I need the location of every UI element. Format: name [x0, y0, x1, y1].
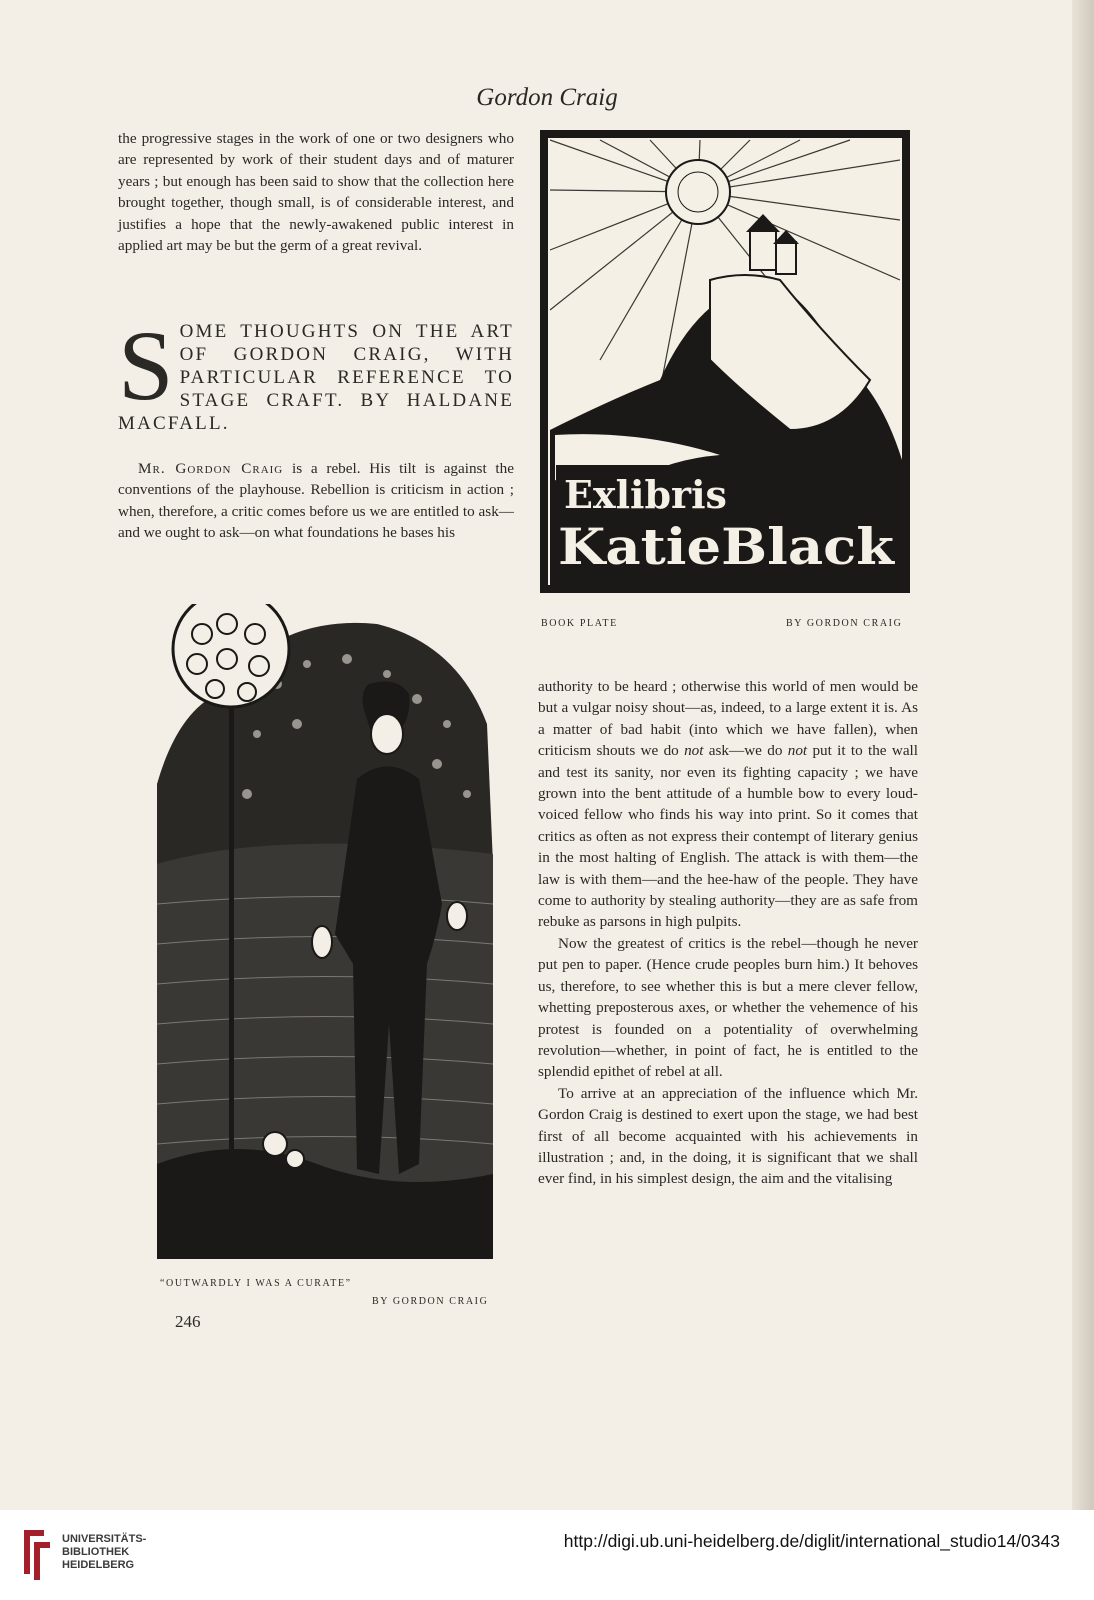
title-text: OME THOUGHTS ON THE ART OF GORDON CRAIG, WITH PARTICULAR REFERENCE TO STAGE CRAFT. BY HALDANE MACFALL. [118, 321, 514, 434]
p1-part-a: authority to be heard ; otherwise this world of men would be but a vulgar noisy shout—as, indeed, to a large extent it is. As a matter of bad habit (into which we have fallen), when criticism shouts we do [538, 678, 918, 760]
right-paragraph-1 [538, 676, 918, 933]
right-paragraph-3: To arrive at an appreciation of the influence which Mr. Gordon Craig is destined to exert upon the stage, we had best first of all become acquainted with his achievements in illustration ; and, in the doing, it is significant that we shall ever find, in his simplest design, the aim and the vitalising [538, 1084, 918, 1188]
bookplate-caption-right: BY GORDON CRAIG [786, 618, 903, 629]
footer-bar [0, 1510, 1094, 1600]
right-text-column [538, 676, 918, 1190]
curate-illustration [157, 604, 493, 1259]
bookplate-line2: KatieBlack [558, 517, 896, 576]
left-paragraph [118, 458, 514, 544]
page-edge [1072, 0, 1094, 1510]
source-url-link[interactable]: http://digi.ub.uni-heidelberg.de/diglit/international_studio14/0343 [563, 1531, 1060, 1551]
right-paragraph-2: Now the greatest of critics is the rebel—though he never put pen to paper. (Hence crude peoples burn him.) It behoves us, therefore, to see whether this is but a mere clever fellow, whetting preposterous axes, or whether the vehemence of his protest is founded on a potentiality of overwhelming revolution—whether, in point of fact, he is entitled to the splendid epithet of rebel at all. [538, 934, 918, 1081]
p1-emphasis-2: not [787, 742, 808, 760]
bookplate-illustration [540, 130, 910, 593]
left-paragraph-text: is a rebel. His tilt is against the conventions of the playhouse. Rebellion is criticism in action ; when, therefore, a critic comes before us we are entitled to ask—and we ought to ask—on what foundations he bases his [118, 460, 514, 542]
running-head: Gordon Craig [476, 84, 618, 111]
article-title [118, 310, 514, 435]
intro-paragraph: the progressive stages in the work of one or two designers who are represented by work of their student days and of maturer years ; but enough has been said to show that the collection here brought together, though small, is of considerable interest, and justifies a hope that the newly-awakened public interest in applied art may be but the germ of a great revival. [118, 130, 514, 255]
lead-name: Mr. Gordon Craig [138, 460, 284, 477]
library-line1: UNIVERSITÄTS- [62, 1533, 147, 1545]
p1-part-c: put it to the wall and test its sanity, nor even its fighting capacity ; we have grown into the bent attitude of a humble bow to every loud-voiced fellow who finds his way into print. So it comes that critics as often as not express their contempt of literary genius in the most halting of English. The attack is with them—the law is with them—and the hee-haw of the people. They have come to authority by stealing authority—they are as safe from rebuke as parsons in high pulpits. [538, 742, 918, 931]
curate-art [157, 604, 493, 1259]
left-text-column [118, 458, 514, 544]
page-number: 246 [175, 1312, 201, 1331]
p1-emphasis-1: not [684, 742, 704, 760]
library-line3: HEIDELBERG [62, 1559, 135, 1571]
curate-caption-line1: “OUTWARDLY I WAS A CURATE” [160, 1278, 352, 1289]
bookplate-caption-left: BOOK PLATE [541, 618, 618, 629]
p1-part-b: ask—we do [703, 742, 788, 760]
title-dropcap: S [118, 310, 174, 421]
bookplate-art [540, 130, 910, 593]
intro-column [118, 128, 514, 256]
curate-caption-line2: BY GORDON CRAIG [372, 1296, 489, 1307]
library-name [62, 1533, 146, 1572]
bookplate-line1: Exlibris [564, 472, 727, 517]
library-logo-icon [14, 1524, 54, 1584]
library-line2: BIBLIOTHEK [62, 1546, 130, 1558]
